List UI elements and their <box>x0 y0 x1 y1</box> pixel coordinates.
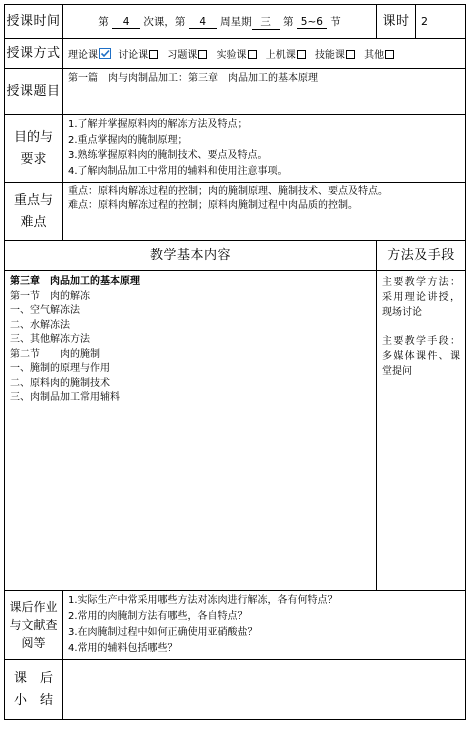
mode-option-discussion[interactable]: 讨论课 <box>118 50 164 61</box>
mode-option-other[interactable]: 其他 <box>364 50 394 61</box>
session-number[interactable]: 4 <box>112 16 140 29</box>
mode-options <box>63 39 466 69</box>
mode-option-lab[interactable]: 实验课 <box>217 50 263 61</box>
homework-item: 3.在肉腌制过程中如何正确使用亚硝酸盐？ <box>68 627 258 638</box>
summary-label: 课 后 小 结 <box>5 660 63 720</box>
content-header-method: 方法及手段 <box>377 241 466 271</box>
content-item: 二、水解冻法 <box>10 319 70 331</box>
time-label: 授课时间 <box>5 5 63 39</box>
method-spacer <box>382 320 460 334</box>
keypoint-item: 难点：原料肉解冻过程的控制；原料肉腌制过程中肉品质的控制。 <box>68 200 358 211</box>
week-suffix: 周星期 <box>220 15 252 28</box>
checkbox-icon[interactable] <box>297 50 306 59</box>
mode-option-exercise[interactable]: 习题课 <box>167 50 213 61</box>
mode-option-skill[interactable]: 技能课 <box>315 50 361 61</box>
homework-item: 2.常用的肉腌制方法有哪些，各自特点？ <box>68 611 248 622</box>
period-prefix: 第 <box>282 15 294 28</box>
objectives-content[interactable] <box>63 115 466 183</box>
content-header-main: 教学基本内容 <box>5 241 377 271</box>
week-number[interactable]: 4 <box>189 16 217 29</box>
weekday-value[interactable]: 三 <box>252 14 280 30</box>
mode-option-theory[interactable]: 理论课 <box>68 50 115 61</box>
mode-option-computer[interactable]: 上机课 <box>266 50 312 61</box>
keypoints-label: 重点与 难点 <box>5 183 63 241</box>
topic-label: 授课题目 <box>5 69 63 115</box>
content-item: 二、原料肉的腌制技术 <box>10 377 110 389</box>
session-suffix: 次课，第 <box>143 15 186 28</box>
content-item: 第二节 肉的腌制 <box>10 348 100 360</box>
checkbox-checked-icon[interactable] <box>99 48 111 59</box>
content-item: 第一节 肉的解冻 <box>10 290 90 302</box>
checkbox-icon[interactable] <box>198 50 207 59</box>
content-item: 一、空气解冻法 <box>10 305 80 316</box>
content-item: 三、其他解冻方法 <box>10 334 90 345</box>
content-row <box>5 271 466 591</box>
checkbox-icon[interactable] <box>149 50 158 59</box>
objective-item: 3.熟练掌握原料肉的腌制技术、要点及特点。 <box>68 150 268 161</box>
hours-label: 课时 <box>377 5 416 39</box>
objective-item: 2.重点掌握肉的腌制原理； <box>68 134 188 146</box>
time-row <box>5 5 466 39</box>
method-means-text: 主要教学手段：多媒体课件、课堂提问 <box>382 336 461 377</box>
content-header-row <box>5 241 466 271</box>
content-chapter-title: 第三章 肉品加工的基本原理 <box>10 276 140 287</box>
hours-value[interactable]: 2 <box>416 5 466 39</box>
mode-row <box>5 39 466 69</box>
keypoint-item: 重点：原料肉解冻过程的控制；肉的腌制原理、腌制技术、要点及特点。 <box>68 186 388 197</box>
summary-row <box>5 660 466 720</box>
mode-label: 授课方式 <box>5 39 63 69</box>
method-text: 主要教学方法：采用理论讲授，现场讨论 <box>382 277 461 318</box>
lesson-plan-table <box>4 4 466 720</box>
keypoints-content[interactable] <box>63 183 466 241</box>
checkbox-icon[interactable] <box>385 50 394 59</box>
homework-row <box>5 591 466 660</box>
homework-content[interactable] <box>63 591 466 660</box>
homework-item: 4.常用的辅料包括哪些？ <box>68 643 178 654</box>
schedule-prefix: 第 <box>98 15 109 28</box>
topic-row <box>5 69 466 115</box>
period-value[interactable]: 5~6 <box>297 16 327 29</box>
objectives-label: 目的与 要求 <box>5 115 63 183</box>
content-item: 一、腌制的原理与作用 <box>10 363 110 374</box>
summary-content[interactable] <box>63 660 466 720</box>
period-suffix: 节 <box>330 15 341 28</box>
content-main[interactable] <box>5 271 377 591</box>
keypoints-row <box>5 183 466 241</box>
homework-label: 课后作业 与文献查 阅等 <box>5 591 63 660</box>
schedule-cell <box>63 5 377 39</box>
objectives-row <box>5 115 466 183</box>
content-item: 三、肉制品加工常用辅料 <box>10 392 120 403</box>
checkbox-icon[interactable] <box>248 50 257 59</box>
homework-item: 1.实际生产中常采用哪些方法对冻肉进行解冻，各有何特点？ <box>68 595 338 606</box>
objective-item: 1.了解并掌握原料肉的解冻方法及特点； <box>68 119 248 130</box>
objective-item: 4.了解肉制品加工中常用的辅料和使用注意事项。 <box>68 165 288 177</box>
content-method[interactable] <box>377 271 466 591</box>
checkbox-icon[interactable] <box>346 50 355 59</box>
topic-value[interactable]: 第一篇 肉与肉制品加工：第三章 肉品加工的基本原理 <box>63 69 466 115</box>
